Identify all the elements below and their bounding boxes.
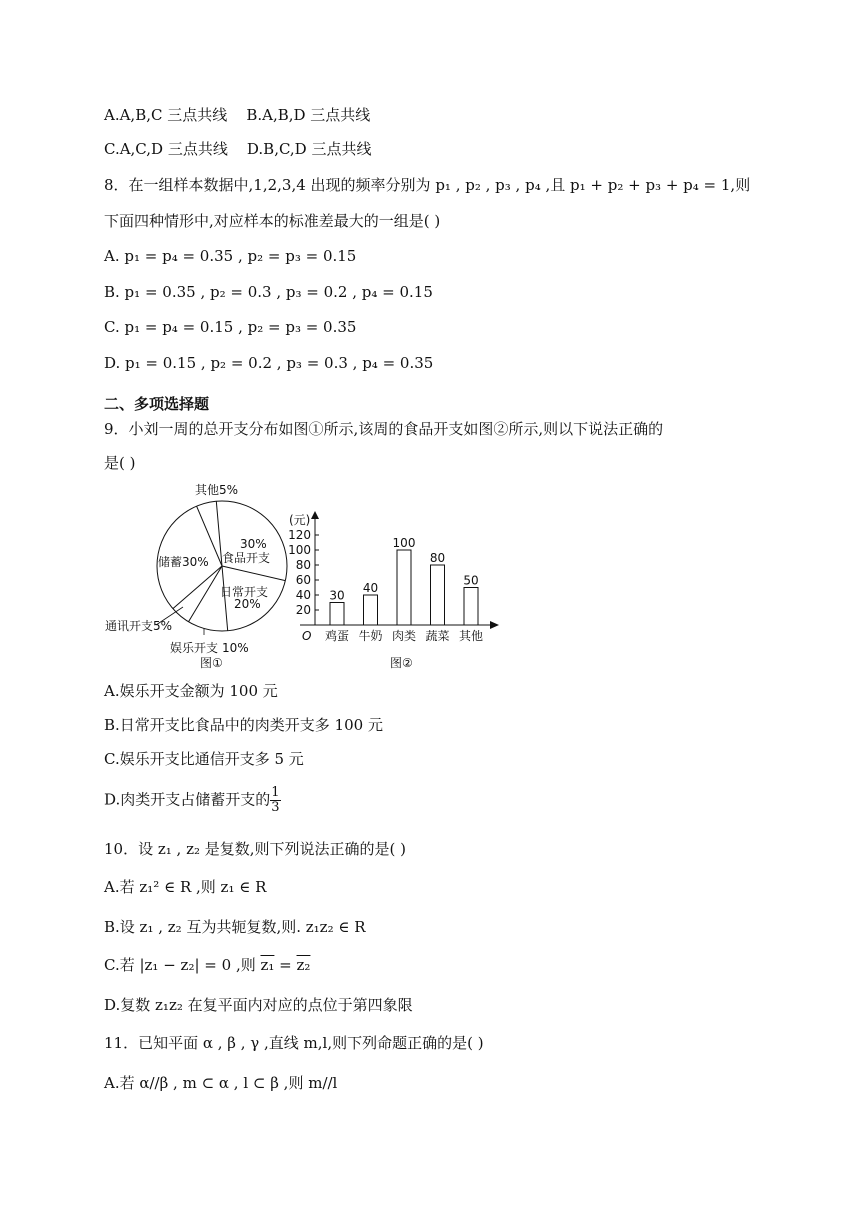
q7-option-a: A.A,B,C 三点共线: [104, 106, 228, 124]
bar-1: [364, 595, 378, 625]
q9-option-d: [104, 786, 281, 815]
q10-stem: 10．设 z₁ , z₂ 是复数,则下列说法正确的是( ): [104, 840, 407, 858]
bar-value-label: 100: [392, 536, 416, 550]
x-category-label: 肉类: [391, 629, 417, 643]
y-tick-label: 60: [295, 573, 311, 587]
q7-option-b: B.A,B,D 三点共线: [246, 106, 371, 124]
x-category-label: 蔬菜: [425, 629, 450, 643]
bar-2: [397, 550, 411, 625]
conjugate-z1: z₁: [260, 956, 275, 974]
bar-chart: [288, 511, 499, 670]
bar-caption: 图②: [390, 656, 413, 670]
y-tick-label: 20: [295, 603, 311, 617]
pie-label-food: 食品开支: [222, 551, 271, 565]
bar-value-label: 30: [329, 588, 345, 603]
bar-value-label: 80: [429, 551, 446, 565]
pie-label-other: 其他5%: [195, 483, 239, 497]
pie-chart: [105, 482, 287, 670]
q9-stem-line-2: 是( ): [104, 454, 136, 472]
x-axis-arrow: [490, 621, 499, 629]
section-title: 二、多项选择题: [104, 395, 210, 413]
y-tick-label: 100: [288, 543, 311, 557]
fraction-one-third: [270, 786, 280, 815]
q9-option-a: A.娱乐开支金额为 100 元: [104, 682, 278, 700]
q9-option-c: C.娱乐开支比通信开支多 5 元: [104, 750, 304, 768]
q11-option-a: A.若 α//β , m ⊂ α , l ⊂ β ,则 m//l: [104, 1074, 338, 1092]
q10-option-c-text: C.若 |z₁ − z₂| = 0 ,则: [104, 956, 261, 974]
q9-option-d-text: D.肉类开支占储蓄开支的: [104, 790, 271, 809]
bar-4: [464, 588, 478, 626]
bar-0: [330, 603, 344, 626]
q11-stem: 11．已知平面 α , β , γ ,直线 m,l,则下列命题正确的是( ): [104, 1034, 484, 1052]
q8-option-c: C. p₁ = p₄ = 0.15 , p₂ = p₃ = 0.35: [104, 318, 357, 336]
x-category-label: 其他: [458, 629, 484, 643]
fraction-numerator: 1: [271, 785, 280, 800]
q7-option-c: C.A,C,D 三点共线: [104, 140, 228, 158]
pie-label-entertainment: 娱乐开支 10%: [170, 641, 249, 655]
q8-stem-line-2: 下面四种情形中,对应样本的标准差最大的一组是( ): [104, 212, 441, 230]
x-category-label: 鸡蛋: [324, 629, 350, 643]
q10-option-b: B.设 z₁ , z₂ 互为共轭复数,则. z₁z₂ ∈ R: [104, 918, 366, 936]
x-category-label: 牛奶: [358, 629, 383, 643]
y-tick-label: 120: [288, 528, 311, 542]
conjugate-z2: z₂: [296, 956, 311, 974]
origin-label: O: [302, 629, 312, 643]
q7-option-row-2: [104, 138, 371, 160]
pie-label-telecom: 通讯开支5%: [105, 619, 173, 633]
q10-option-c: [104, 954, 310, 976]
q8-stem-line-1: 8．在一组样本数据中,1,2,3,4 出现的频率分别为 p₁ , p₂ , p₃ , p₄ ,且 p₁ + p₂ + p₃ + p₄ = 1,则: [104, 176, 751, 194]
pie-label-savings: 储蓄30%: [158, 555, 209, 569]
q7-option-d: D.B,C,D 三点共线: [246, 140, 372, 158]
q10-option-a: A.若 z₁² ∈ R ,则 z₁ ∈ R: [104, 878, 267, 896]
y-tick-label: 40: [295, 588, 311, 602]
q9-figure: [100, 480, 520, 672]
bar-value-label: 40: [362, 581, 379, 595]
q7-option-row-1: [104, 104, 370, 126]
equals-sign: =: [274, 956, 297, 974]
q9-stem-line-1: 9．小刘一周的总开支分布如图①所示,该周的食品开支如图②所示,则以下说法正确的: [104, 420, 664, 438]
fraction-denominator: 3: [271, 800, 280, 815]
pie-caption: 图①: [200, 656, 223, 670]
q9-option-b: B.日常开支比食品中的肉类开支多 100 元: [104, 716, 383, 734]
y-tick-label: 80: [295, 558, 311, 572]
bar-3: [431, 565, 445, 625]
pie-value-food: 30%: [240, 537, 267, 551]
y-axis-unit: (元): [289, 513, 311, 527]
pie-value-daily: 20%: [234, 597, 261, 611]
y-axis-arrow: [311, 511, 319, 519]
bar-value-label: 50: [463, 573, 479, 588]
q8-option-a: A. p₁ = p₄ = 0.35 , p₂ = p₃ = 0.15: [104, 247, 357, 265]
q10-option-d: D.复数 z₁z₂ 在复平面内对应的点位于第四象限: [104, 996, 413, 1014]
q8-option-d: D. p₁ = 0.15 , p₂ = 0.2 , p₃ = 0.3 , p₄ = 0.35: [104, 354, 434, 372]
pie-label-daily: 日常开支: [220, 585, 269, 599]
q8-option-b: B. p₁ = 0.35 , p₂ = 0.3 , p₃ = 0.2 , p₄ = 0.15: [104, 283, 433, 301]
